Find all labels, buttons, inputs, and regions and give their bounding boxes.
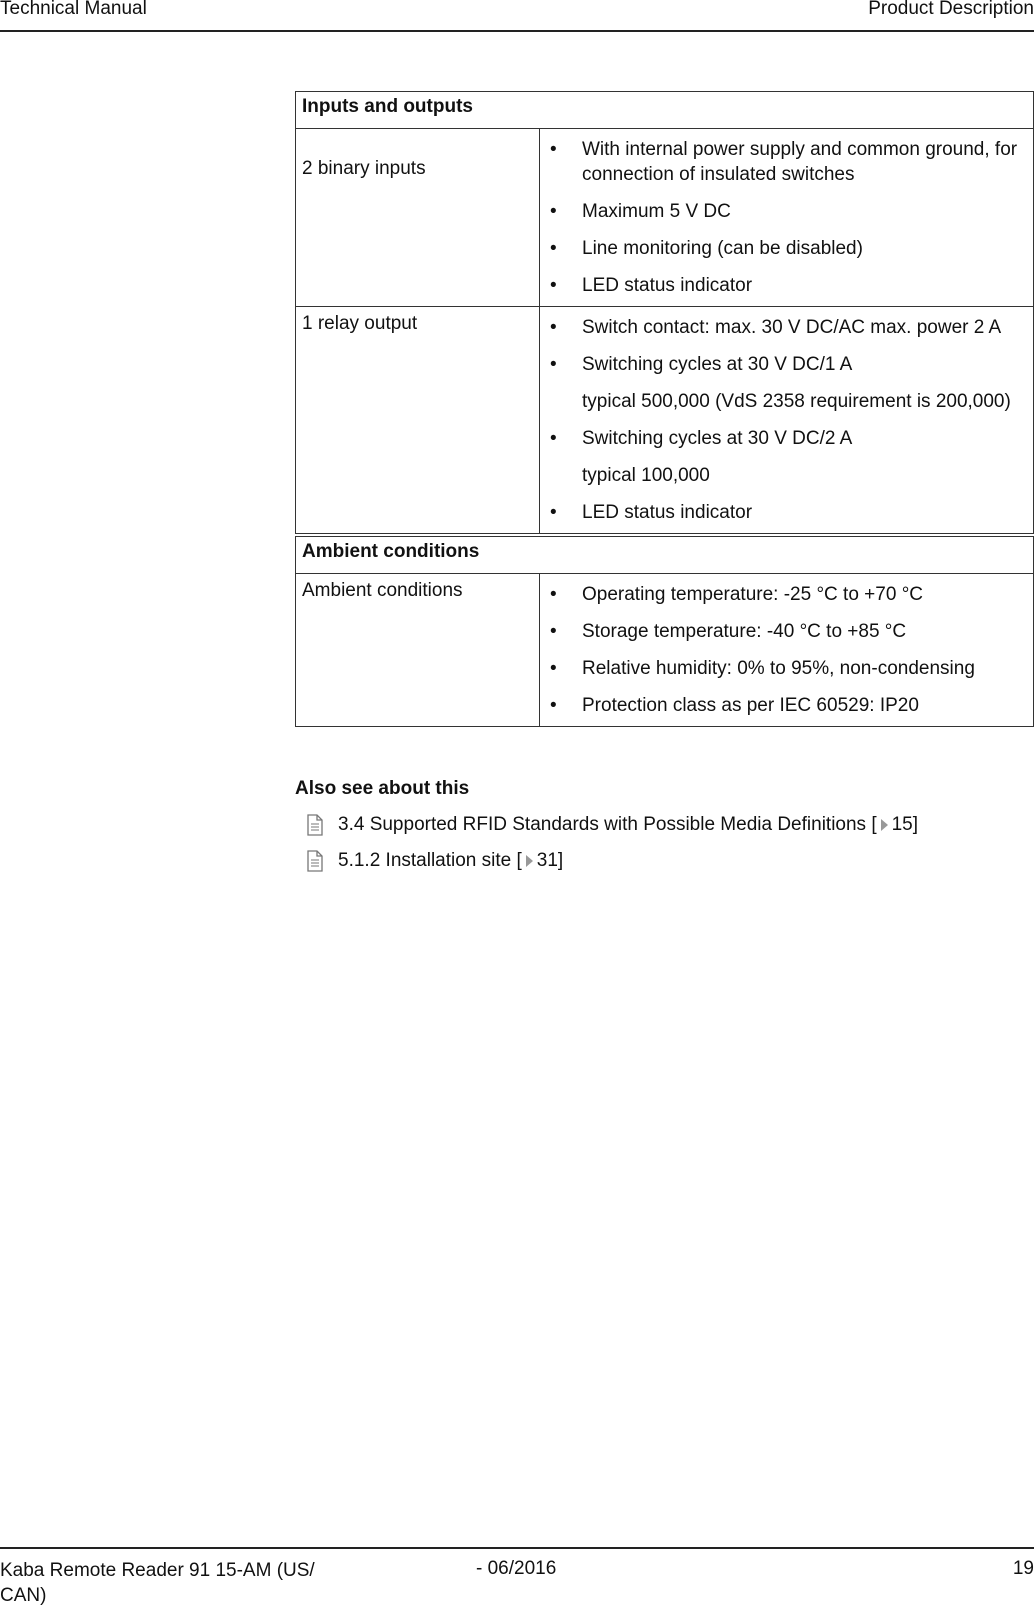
row-label: 1 relay output	[296, 307, 540, 534]
list-item: • LED status indicator	[550, 502, 753, 523]
footer-date: - 06/2016	[476, 1558, 557, 1579]
list-item: • Switch contact: max. 30 V DC/AC max. power 2 A	[550, 317, 1002, 338]
table-title: Ambient conditions	[296, 537, 1034, 574]
header-section: Product Description	[868, 0, 1034, 19]
see-also-link[interactable]	[305, 849, 918, 873]
ambient-conditions-table	[295, 536, 1034, 727]
inputs-outputs-table	[295, 91, 1034, 534]
row-values	[540, 129, 1034, 307]
list-item: • Relative humidity: 0% to 95%, non-condensing	[550, 658, 975, 679]
list-item: • Protection class as per IEC 60529: IP20	[550, 695, 919, 716]
table-title: Inputs and outputs	[296, 92, 1034, 129]
document-icon	[305, 850, 325, 872]
list-item: • With internal power supply and common ground, for connection of insulated switches	[550, 139, 1018, 185]
footer-divider	[0, 1547, 1034, 1549]
table-row	[296, 307, 1034, 534]
header-title: Technical Manual	[0, 0, 147, 19]
see-also-link[interactable]	[305, 813, 918, 837]
row-values	[540, 307, 1034, 534]
list-item-continuation: typical 500,000 (VdS 2358 requirement is 200,000)	[582, 391, 1011, 412]
list-item: • Switching cycles at 30 V DC/2 A	[550, 428, 853, 449]
list-item-continuation: typical 100,000	[582, 465, 710, 486]
footer-product: Kaba Remote Reader 91 15-AM (US/ CAN)	[0, 1560, 315, 1606]
see-also-title: Also see about this	[295, 778, 470, 799]
list-item: • Switching cycles at 30 V DC/1 A	[550, 354, 853, 375]
list-item: • Storage temperature: -40 °C to +85 °C	[550, 621, 907, 642]
list-item: • Maximum 5 V DC	[550, 201, 731, 222]
see-also-section	[295, 778, 918, 885]
table-row	[296, 574, 1034, 727]
list-item: • Operating temperature: -25 °C to +70 °C	[550, 584, 924, 605]
page-arrow-icon	[524, 854, 535, 868]
document-icon	[305, 814, 325, 836]
link-page: 31]	[536, 850, 564, 871]
row-label: Ambient conditions	[296, 574, 540, 727]
page-number: 19	[1012, 1558, 1034, 1579]
list-item: • LED status indicator	[550, 275, 753, 296]
header-divider	[0, 30, 1034, 32]
page-arrow-icon	[879, 818, 890, 832]
link-text: 3.4 Supported RFID Standards with Possible Media Definitions [	[338, 814, 877, 835]
list-item: • Line monitoring (can be disabled)	[550, 238, 863, 259]
row-label: 2 binary inputs	[296, 129, 540, 307]
row-values	[540, 574, 1034, 727]
table-row	[296, 129, 1034, 307]
link-text: 5.1.2 Installation site [	[338, 850, 522, 871]
link-page: 15]	[891, 814, 919, 835]
